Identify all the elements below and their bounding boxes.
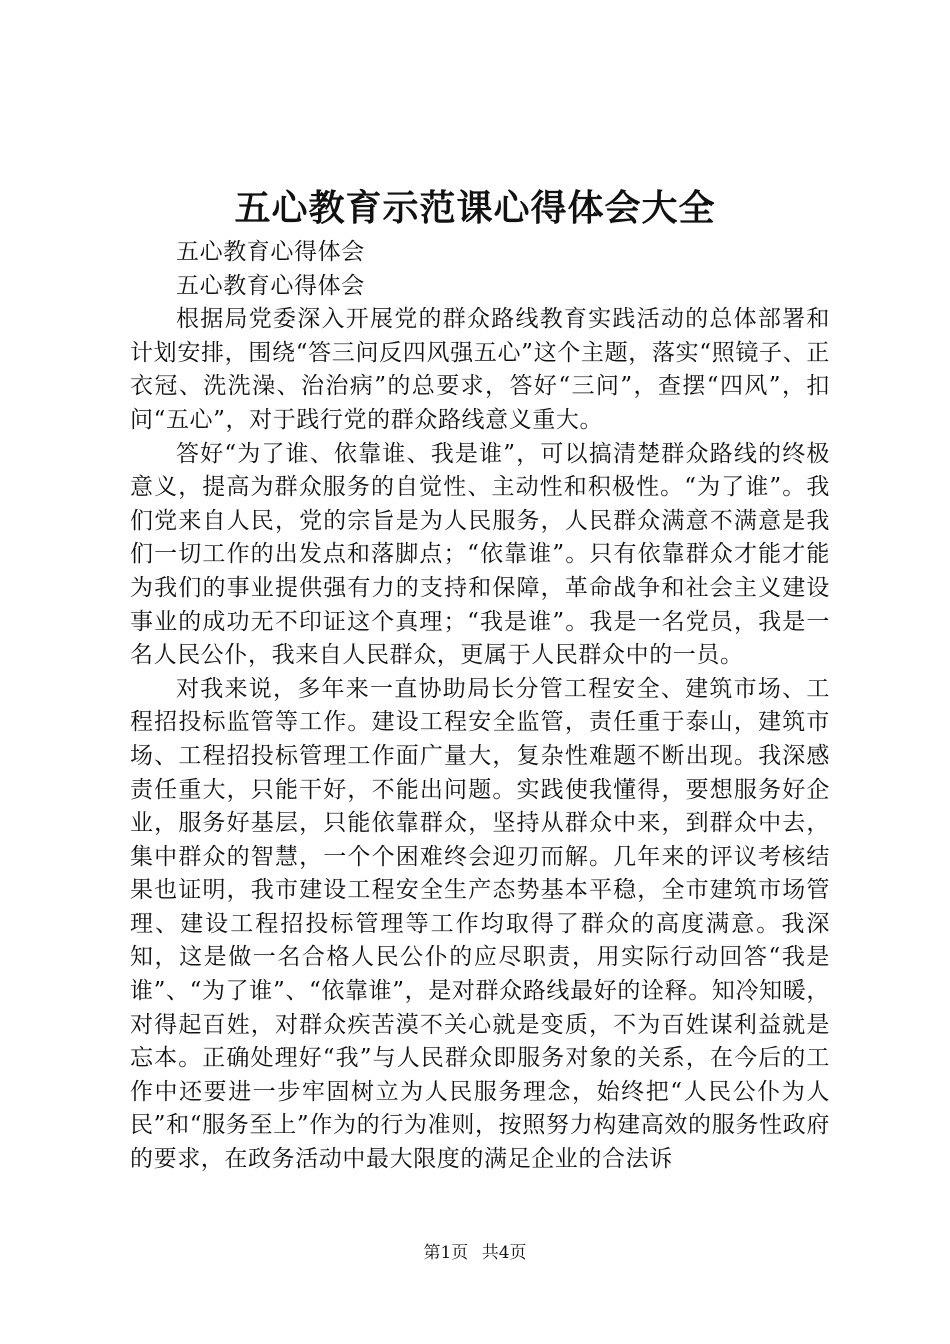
body-paragraph: 根据局党委深入开展党的群众路线教育实践活动的总体部署和计划安排，围绕“答三问反四风强五心”这个主题，落实“照镜子、正衣冠、洗洗澡、治治病”的总要求，答好“三问”，查摆“四风”，扣问“五心”，对于践行党的群众路线意义重大。	[130, 306, 830, 433]
document-title: 五心教育示范课心得体会大全	[234, 187, 716, 229]
page-number: 第1页	[423, 1243, 469, 1263]
subtitle-line: 五心教育心得体会	[176, 239, 365, 265]
page-total: 共4页	[481, 1243, 527, 1263]
body-paragraph: 答好“为了谁、依靠谁、我是谁”，可以搞清楚群众路线的终极意义，提高为群众服务的自觉性、主动性和积极性。“为了谁”。我们党来自人民，党的宗旨是为人民服务，人民群众满意不满意是我们一切工作的出发点和落脚点；“依靠谁”。只有依靠群众才能才能为我们的事业提供强有力的支持和保障，革命战争和社会主义建设事业的成功无不印证这个真理；“我是谁”。我是一名党员，我是一名人民公仆，我来自人民群众，更属于人民群众中的一员。	[130, 440, 830, 669]
document-body	[130, 236, 830, 1177]
body-paragraph: 对我来说，多年来一直协助局长分管工程安全、建筑市场、工程招投标监管等工作。建设工程安全监管，责任重于泰山，建筑市场、工程招投标管理工作面广量大，复杂性难题不断出现。我深感责任重大，只能干好，不能出问题。实践使我懂得，要想服务好企业，服务好基层，只能依靠群众，坚持从群众中来，到群众中去，集中群众的智慧，一个个困难终会迎刃而解。几年来的评议考核结果也证明，我市建设工程安全生产态势基本平稳，全市建筑市场管理、建设工程招投标管理等工作均取得了群众的高度满意。我深知，这是做一名合格人民公仆的应尽职责，用实际行动回答“我是谁”、“为了谁”、“依靠谁”，是对群众路线最好的诠释。知冷知暖，对得起百姓，对群众疾苦漠不关心就是变质，不为百姓谋利益就是忘本。正确处理好“我”与人民群众即服务对象的关系，在今后的工作中还要进一步牢固树立为人民服务理念，始终把“人民公仆为人民”和“服务至上”作为的行为准则，按照努力构建高效的服务性政府的要求，在政务活动中最大限度的满足企业的合法诉	[130, 675, 830, 1173]
page-footer	[0, 1242, 950, 1264]
subtitle-line: 五心教育心得体会	[176, 272, 365, 299]
